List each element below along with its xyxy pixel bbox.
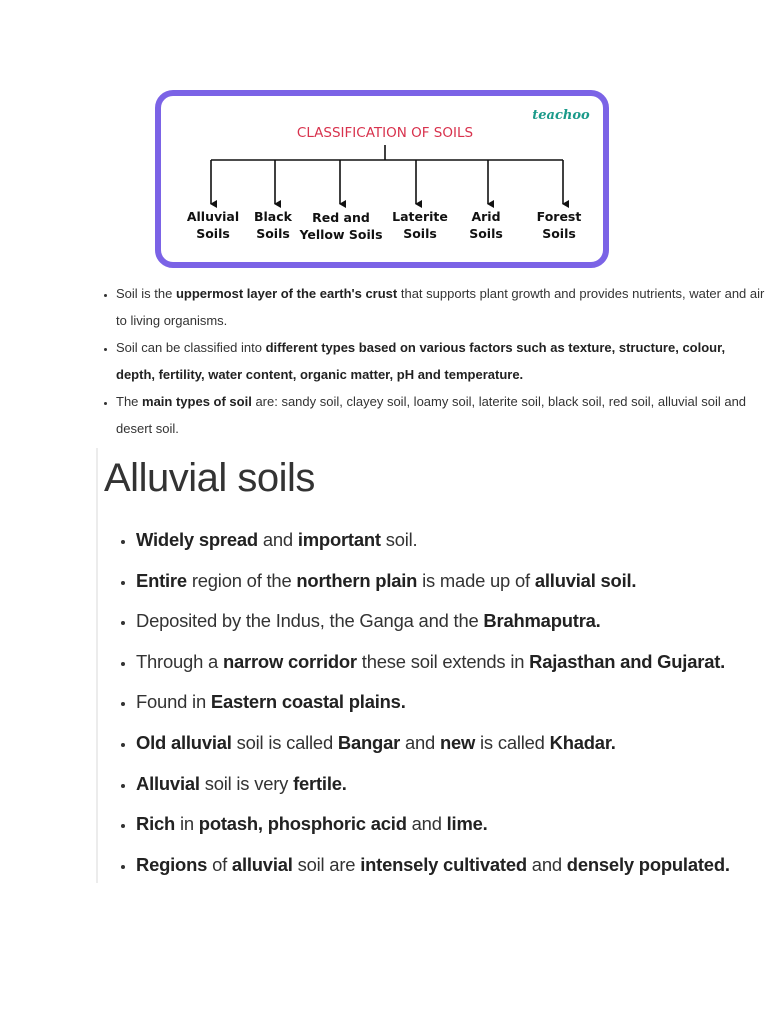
label-forest-1: Forest	[536, 209, 582, 224]
list-item: • Old alluvial soil is called Bangar and new is called Khadar.	[136, 723, 768, 764]
list-item: • Soil is the uppermost layer of the earth's crust that supports plant growth and provides nutrients, water and air to living organisms.	[116, 280, 766, 334]
list-item: • Widely spread and important soil.	[136, 520, 768, 561]
label-laterite-2: Soils	[403, 226, 437, 241]
list-item: • Rich in potash, phosphoric acid and lime.	[136, 804, 768, 845]
label-red-yellow-1: Red and	[312, 210, 370, 225]
list-item: • Regions of alluvial soil are intensely cultivated and densely populated.	[136, 845, 768, 886]
section-heading: Alluvial soils	[104, 456, 315, 500]
label-black-2: Soils	[256, 226, 290, 241]
label-black-1: Black	[254, 209, 292, 224]
list-item: • Alluvial soil is very fertile.	[136, 764, 768, 805]
list-item: • Soil can be classified into different types based on various factors such as texture, structure, colour, depth, fertility, water content, organic matter, pH and temperature.	[116, 334, 766, 388]
diagram-title: CLASSIFICATION OF SOILS	[296, 125, 474, 141]
label-alluvial-2: Soils	[196, 226, 230, 241]
label-alluvial-1: Alluvial	[186, 209, 240, 224]
classification-tree	[161, 96, 603, 262]
teachoo-logo: teachoo	[532, 108, 590, 123]
label-arid-1: Arid	[471, 209, 501, 224]
alluvial-points	[118, 520, 768, 885]
list-item: • Found in Eastern coastal plains.	[136, 682, 768, 723]
classification-diagram	[155, 90, 609, 268]
list-item: • Through a narrow corridor these soil extends in Rajasthan and Gujarat.	[136, 642, 768, 683]
alluvial-section	[96, 448, 768, 883]
label-arid-2: Soils	[469, 226, 503, 241]
list-item: • Deposited by the Indus, the Ganga and the Brahmaputra.	[136, 601, 768, 642]
label-forest-2: Soils	[542, 226, 576, 241]
intro-list	[100, 280, 766, 442]
label-red-yellow-2: Yellow Soils	[299, 227, 383, 242]
list-item: • Entire region of the northern plain is made up of alluvial soil.	[136, 561, 768, 602]
list-item: • The main types of soil are: sandy soil, clayey soil, loamy soil, laterite soil, black soil, red soil, alluvial soil and desert soil.	[116, 388, 766, 442]
label-laterite-1: Laterite	[392, 209, 448, 224]
